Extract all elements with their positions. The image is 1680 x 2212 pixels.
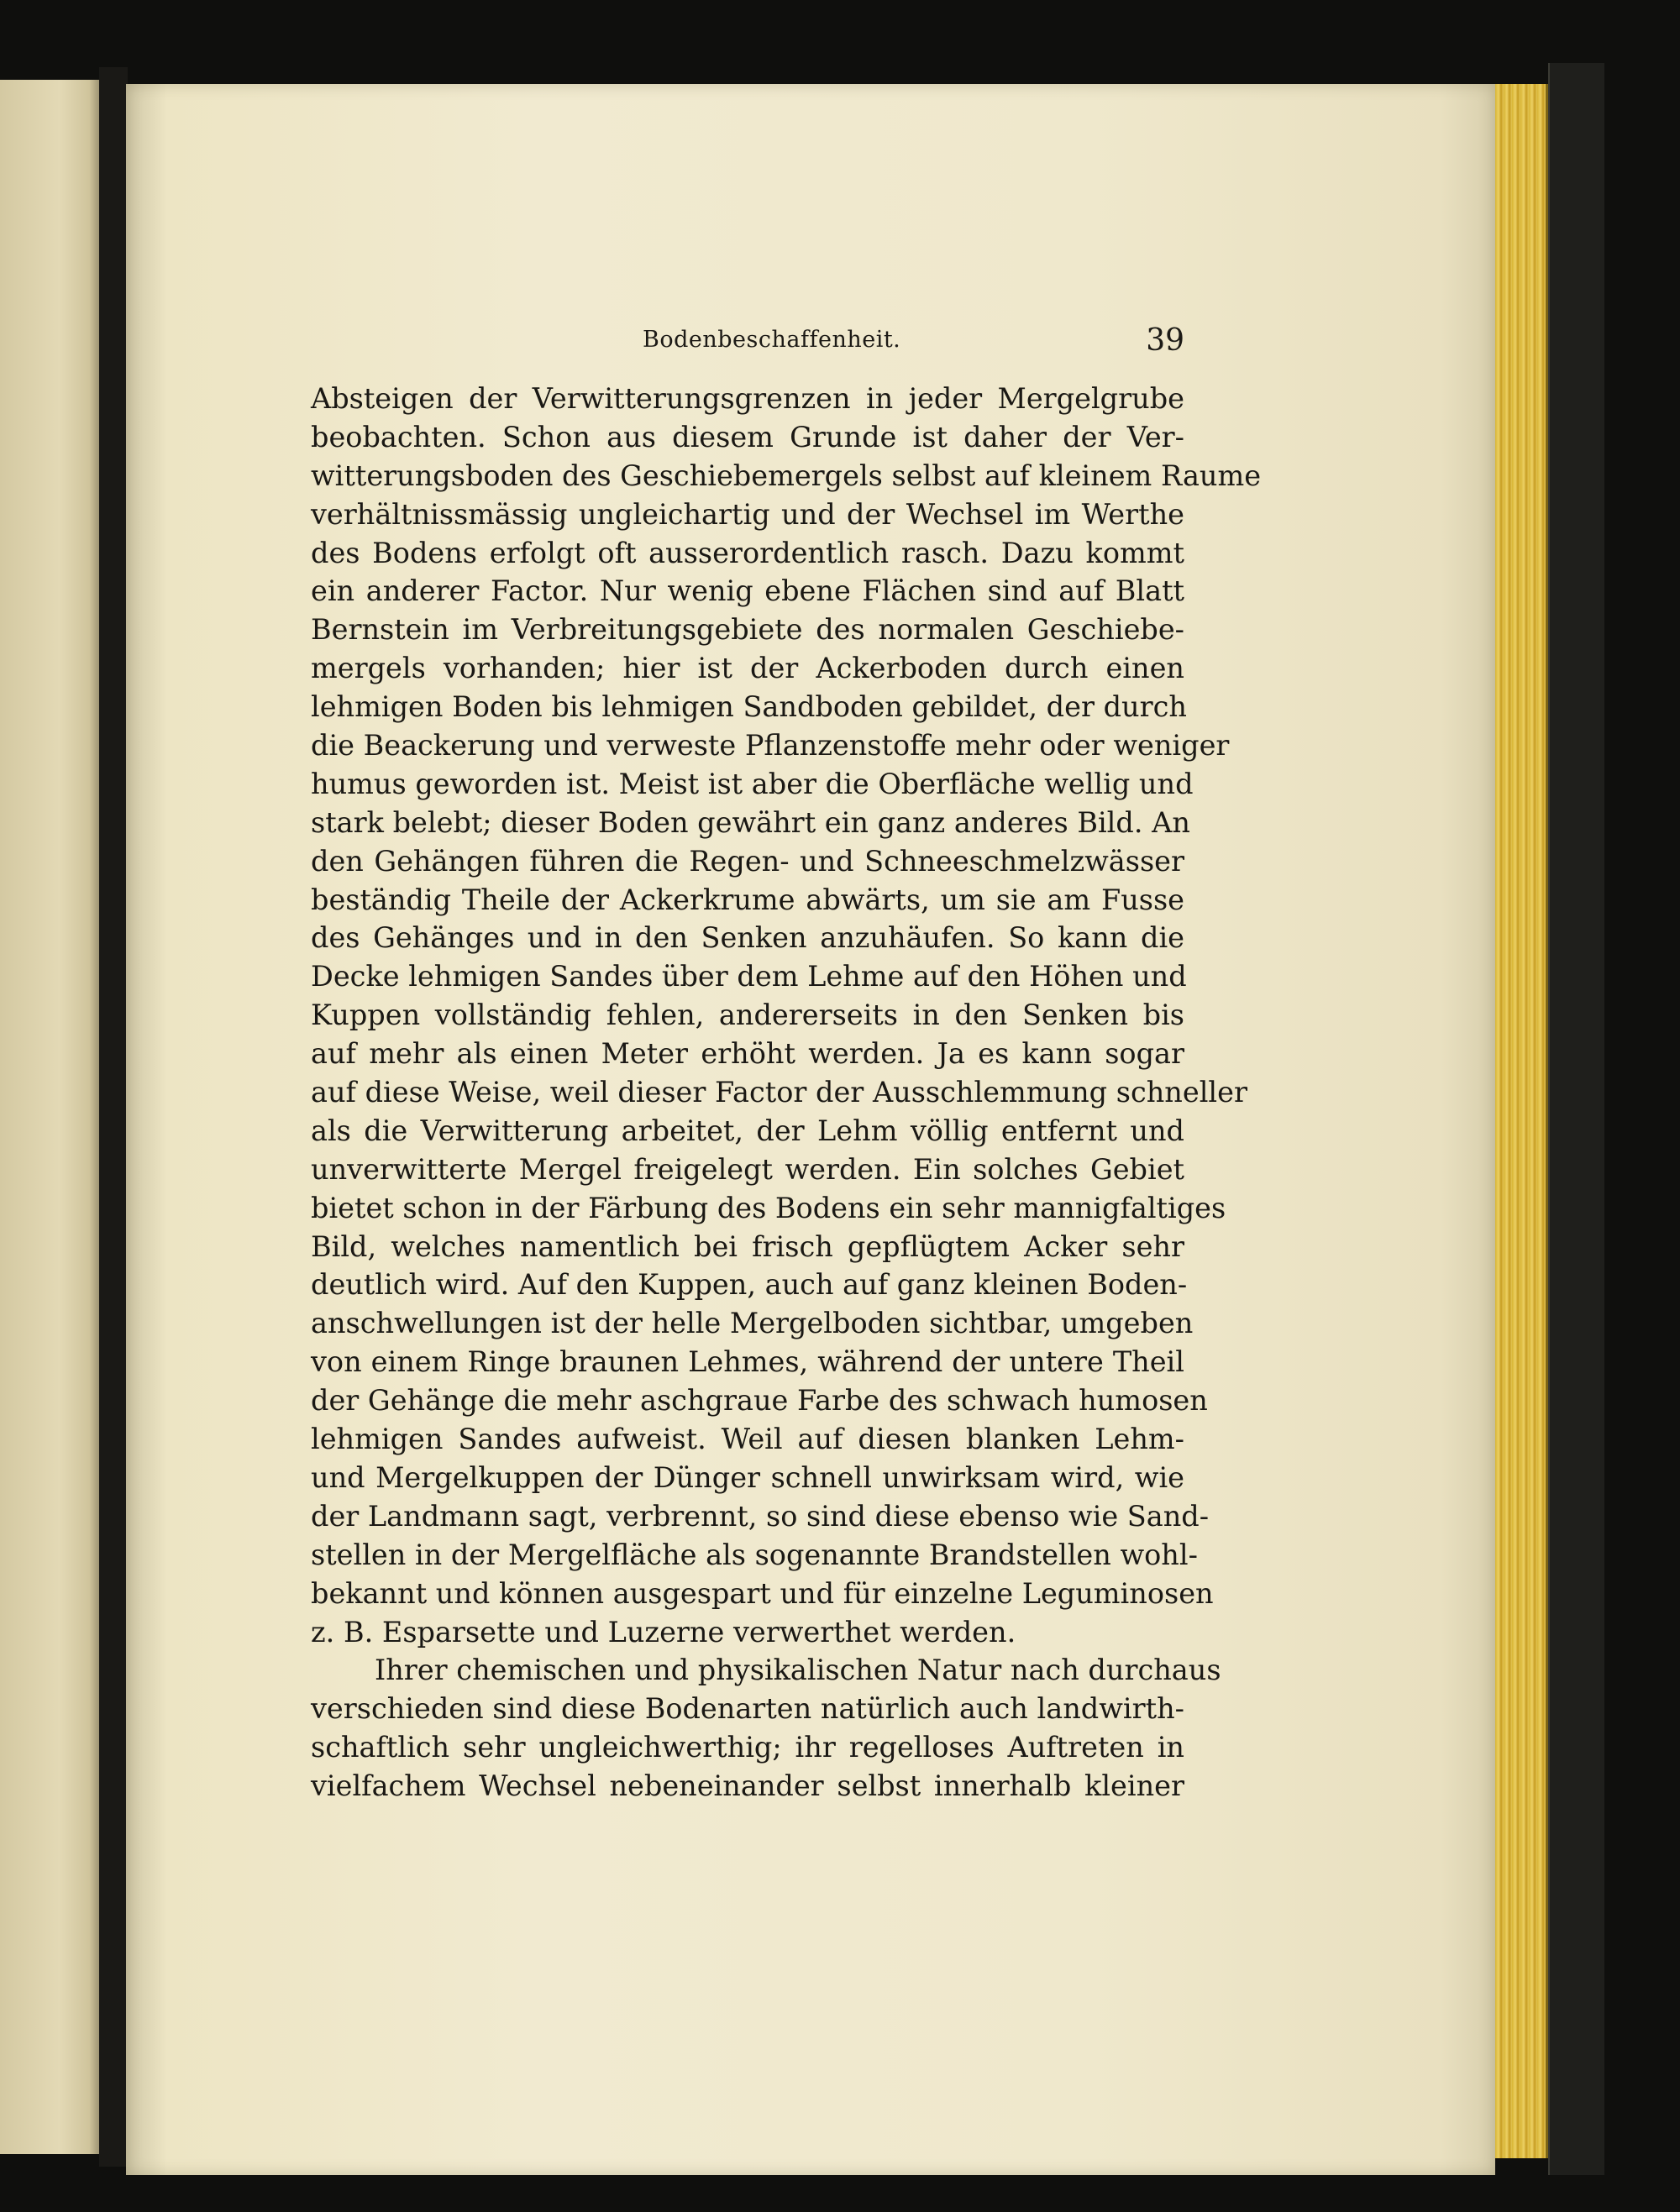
text-line: Decke lehmigen Sandes über dem Lehme auf den Höhen und	[311, 960, 1187, 993]
text-line: Bernstein im Verbreitungsgebiete des normalen Geschiebe-	[311, 613, 1184, 647]
text-line: des Gehänges und in den Senken anzuhäufen. So kann die	[311, 921, 1184, 955]
text-line: Kuppen vollständig fehlen, andererseits in den Senken bis	[311, 999, 1184, 1032]
text-line: Absteigen der Verwitterungsgrenzen in jeder Mergelgrube	[311, 382, 1184, 415]
previous-page-edge	[0, 80, 99, 2154]
text-line: lehmigen Boden bis lehmigen Sandboden gebildet, der durch	[311, 690, 1187, 724]
text-line: stellen in der Mergelfläche als sogenannte Brandstellen wohl-	[311, 1538, 1198, 1571]
text-line: auf mehr als einen Meter erhöht werden. Ja es kann sogar	[311, 1037, 1184, 1071]
text-line: humus geworden ist. Meist ist aber die Oberfläche wellig und	[311, 767, 1194, 800]
text-line: unverwitterte Mergel freigelegt werden. Ein solches Gebiet	[311, 1152, 1184, 1186]
text-line: mergels vorhanden; hier ist der Ackerboden durch einen	[311, 652, 1184, 685]
text-line: des Bodens erfolgt oft ausserordentlich rasch. Dazu kommt	[311, 536, 1184, 569]
text-line: bietet schon in der Färbung des Bodens ein sehr mannigfaltiges	[311, 1191, 1226, 1224]
text-line: stark belebt; dieser Boden gewährt ein ganz anderes Bild. An	[311, 805, 1190, 839]
page-number: 39	[1146, 323, 1184, 358]
body-text	[311, 380, 1262, 1806]
text-line: der Landmann sagt, verbrennt, so sind diese ebenso wie Sand-	[311, 1499, 1210, 1533]
text-line: den Gehängen führen die Regen- und Schneeschmelzwässer	[311, 844, 1184, 878]
text-line: vielfachem Wechsel nebeneinander selbst innerhalb kleiner	[311, 1769, 1184, 1803]
gilt-page-edge	[1495, 84, 1548, 2158]
text-line: die Beackerung und verweste Pflanzenstoffe mehr oder weniger	[311, 729, 1230, 763]
text-line: schaftlich sehr ungleichwerthig; ihr regelloses Auftreten in	[311, 1731, 1184, 1764]
text-line: verschieden sind diese Bodenarten natürlich auch landwirth-	[311, 1692, 1184, 1726]
text-line: z. B. Esparsette und Luzerne verwerthet werden.	[311, 1615, 1016, 1649]
text-line: lehmigen Sandes aufweist. Weil auf diesen blanken Lehm-	[311, 1423, 1184, 1456]
text-line: der Gehänge die mehr aschgraue Farbe des schwach humosen	[311, 1384, 1208, 1418]
text-line: als die Verwitterung arbeitet, der Lehm völlig entfernt und	[311, 1114, 1184, 1147]
text-line: beobachten. Schon aus diesem Grunde ist daher der Ver-	[311, 420, 1184, 453]
text-line: verhältnissmässig ungleichartig und der Wechsel im Werthe	[311, 497, 1184, 531]
text-line: und Mergelkuppen der Dünger schnell unwirksam wird, wie	[311, 1460, 1184, 1494]
text-line: anschwellungen ist der helle Mergelboden sichtbar, umgeben	[311, 1307, 1194, 1340]
text-line: Bild, welches namentlich bei frisch gepflügtem Acker sehr	[311, 1229, 1184, 1263]
text-line: ein anderer Factor. Nur wenig ebene Flächen sind auf Blatt	[311, 574, 1184, 608]
text-line: witterungsboden des Geschiebemergels selbst auf kleinem Raume	[311, 459, 1262, 492]
text-line: Ihrer chemischen und physikalischen Natur nach durchaus	[375, 1654, 1221, 1687]
text-line: auf diese Weise, weil dieser Factor der Ausschlemmung schneller	[311, 1076, 1247, 1109]
text-line: bekannt und können ausgespart und für einzelne Leguminosen	[311, 1576, 1214, 1610]
text-line: deutlich wird. Auf den Kuppen, auch auf ganz kleinen Boden-	[311, 1268, 1188, 1302]
text-line: beständig Theile der Ackerkrume abwärts, um sie am Fusse	[311, 883, 1184, 916]
running-head	[311, 323, 1184, 365]
book-cover	[1548, 63, 1604, 2175]
text-line: von einem Ringe braunen Lehmes, während der untere Theil	[311, 1345, 1184, 1379]
running-head-title: Bodenbeschaffenheit.	[643, 327, 901, 353]
book-gutter	[99, 67, 128, 2167]
